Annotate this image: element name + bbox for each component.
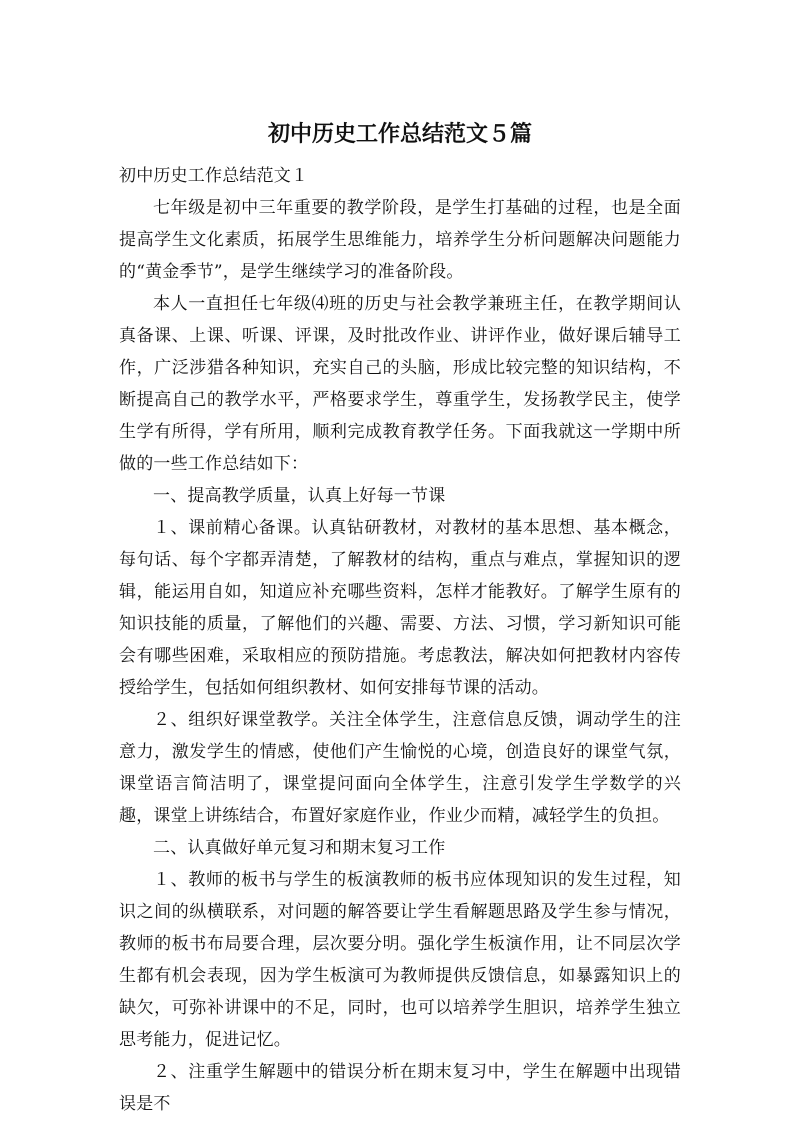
document-body [119, 160, 681, 1120]
paragraph: ２、组织好课堂教学。关注全体学生，注意信息反馈，调动学生的注意力，激发学生的情感，使他们产生愉悦的心境，创造良好的课堂气氛，课堂语言简洁明了，课堂提问面向全体学生，注意引发学生学数学的兴趣，课堂上讲练结合，布置好家庭作业，作业少而精，减轻学生的负担。 [119, 710, 681, 826]
paragraph: １、教师的板书与学生的板演教师的板书应体现知识的发生过程，知识之间的纵横联系，对问题的解答要让学生看解题思路及学生参与情况，教师的板书布局要合理，层次要分明。强化学生板演作用，让不同层次学生都有机会表现，因为学生板演可为教师提供反馈信息，如暴露知识上的缺欠，可弥补讲课中的不足，同时，也可以培养学生胆识，培养学生独立思考能力，促进记忆。 [119, 870, 681, 1050]
paragraph: １、课前精心备课。认真钻研教材，对教材的基本思想、基本概念，每句话、每个字都弄清楚，了解教材的结构，重点与难点，掌握知识的逻辑，能运用自如，知道应补充哪些资料，怎样才能教好。了解学生原有的知识技能的质量，了解他们的兴趣、需要、方法、习惯，学习新知识可能会有哪些困难，采取相应的预防措施。考虑教法，解决如何把教材内容传授给学生，包括如何组织教材、如何安排每节课的活动。 [119, 518, 681, 698]
section-subtitle: 初中历史工作总结范文１ [119, 166, 309, 186]
paragraph: 本人一直担任七年级⑷班的历史与社会教学兼班主任，在教学期间认真备课、上课、听课、评课，及时批改作业、讲评作业，做好课后辅导工作，广泛涉猎各种知识，充实自己的头脑，形成比较完整的知识结构，不断提高自己的教学水平，严格要求学生，尊重学生，发扬教学民主，使学生学有所得，学有所用，顺利完成教育教学任务。下面我就这一学期中所做的一些工作总结如下： [119, 294, 681, 474]
paragraph: ２、注重学生解题中的错误分析在期末复习中，学生在解题中出现错误是不 [119, 1062, 681, 1114]
document-title: 初中历史工作总结范文５篇 [267, 122, 532, 147]
section-heading: 一、提高教学质量，认真上好每一节课 [153, 486, 446, 506]
section-heading: 二、认真做好单元复习和期末复习工作 [153, 838, 446, 858]
paragraph: 七年级是初中三年重要的教学阶段，是学生打基础的过程，也是全面提高学生文化素质，拓展学生思维能力，培养学生分析问题解决问题能力的“黄金季节”，是学生继续学习的准备阶段。 [119, 198, 681, 282]
